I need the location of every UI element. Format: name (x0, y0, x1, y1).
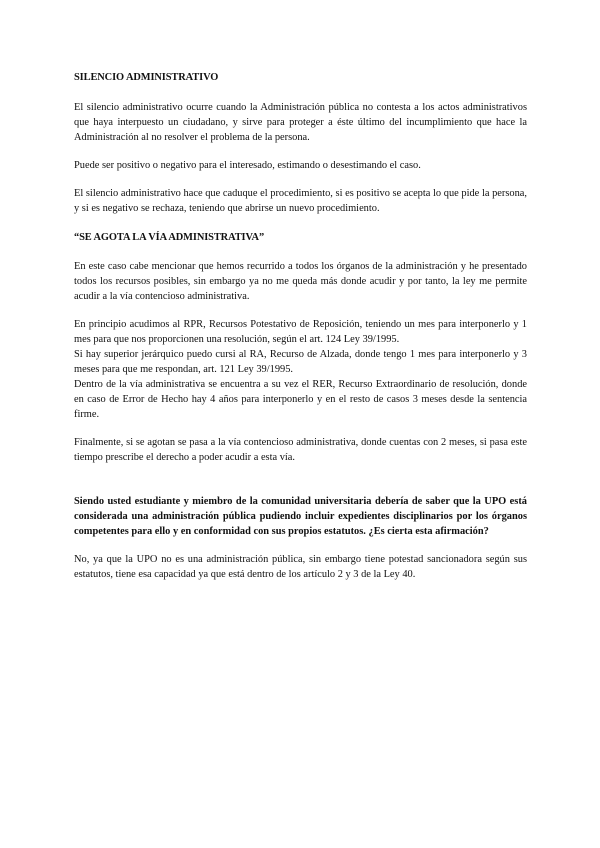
paragraph-recursos (74, 317, 527, 422)
paragraph-positive-negative: Puede ser positivo o negativo para el interesado, estimando o desestimando el caso. (74, 160, 421, 171)
paragraph-contencioso: En este caso cabe mencionar que hemos recurrido a todos los órganos de la administración y he presentado todos los recursos posibles, sin embargo ya no me queda más donde acudir y por tanto, la ley me permite acudir a la vía contencioso administrativa. (74, 261, 527, 302)
paragraph-caducidad: El silencio administrativo hace que caduque el procedimiento, si es positivo se acepta lo que pide la persona, y si es negativo se rechaza, teniendo que abrirse un nuevo procedimiento. (74, 188, 527, 214)
heading-silencio-administrativo: SILENCIO ADMINISTRATIVO (74, 72, 219, 83)
paragraph-rpr: En principio acudimos al RPR, Recursos Potestativo de Reposición, teniendo un mes para interponerlo y 1 mes para que nos proporcionen una resolución, según el art. 124 Ley 39/1995. (74, 319, 527, 345)
document-page (74, 70, 527, 582)
paragraph-rer: Dentro de la vía administrativa se encuentra a su vez el RER, Recurso Extraordinario de resolución, donde en caso de Error de Hecho hay 4 años para interponerlo y en el resto de casos 3 meses desde la sentencia firme. (74, 379, 527, 420)
paragraph-definition: El silencio administrativo ocurre cuando la Administración pública no contesta a los actos administrativos que haya interpuesto un ciudadano, y sirve para proteger a éste último del incumplimiento que hace la Administración al no resolver el problema de la persona. (74, 102, 527, 143)
paragraph-ra: Si hay superior jerárquico puedo cursi al RA, Recurso de Alzada, donde tengo 1 mes para interponerlo y 3 meses para que me respondan, art. 121 Ley 39/1995. (74, 349, 527, 375)
heading-agota-via: “SE AGOTA LA VÍA ADMINISTRATIVA” (74, 232, 265, 243)
answer-upo: No, ya que la UPO no es una administración pública, sin embargo tiene potestad sancionadora según sus estatutos, tiene esa capacidad ya que está dentro de los artículo 2 y 3 de la Ley 40. (74, 554, 527, 580)
paragraph-finalmente: Finalmente, si se agotan se pasa a la vía contencioso administrativa, donde cuentas con 2 meses, si pasa este tiempo prescribe el derecho a poder acudir a esta vía. (74, 437, 527, 463)
question-upo: Siendo usted estudiante y miembro de la comunidad universitaria debería de saber que la UPO está considerada una administración pública pudiendo incluir expedientes disciplinarios por los órganos competentes para ello y en conformidad con sus propios estatutos. ¿Es cierta esta afirmación? (74, 496, 527, 537)
